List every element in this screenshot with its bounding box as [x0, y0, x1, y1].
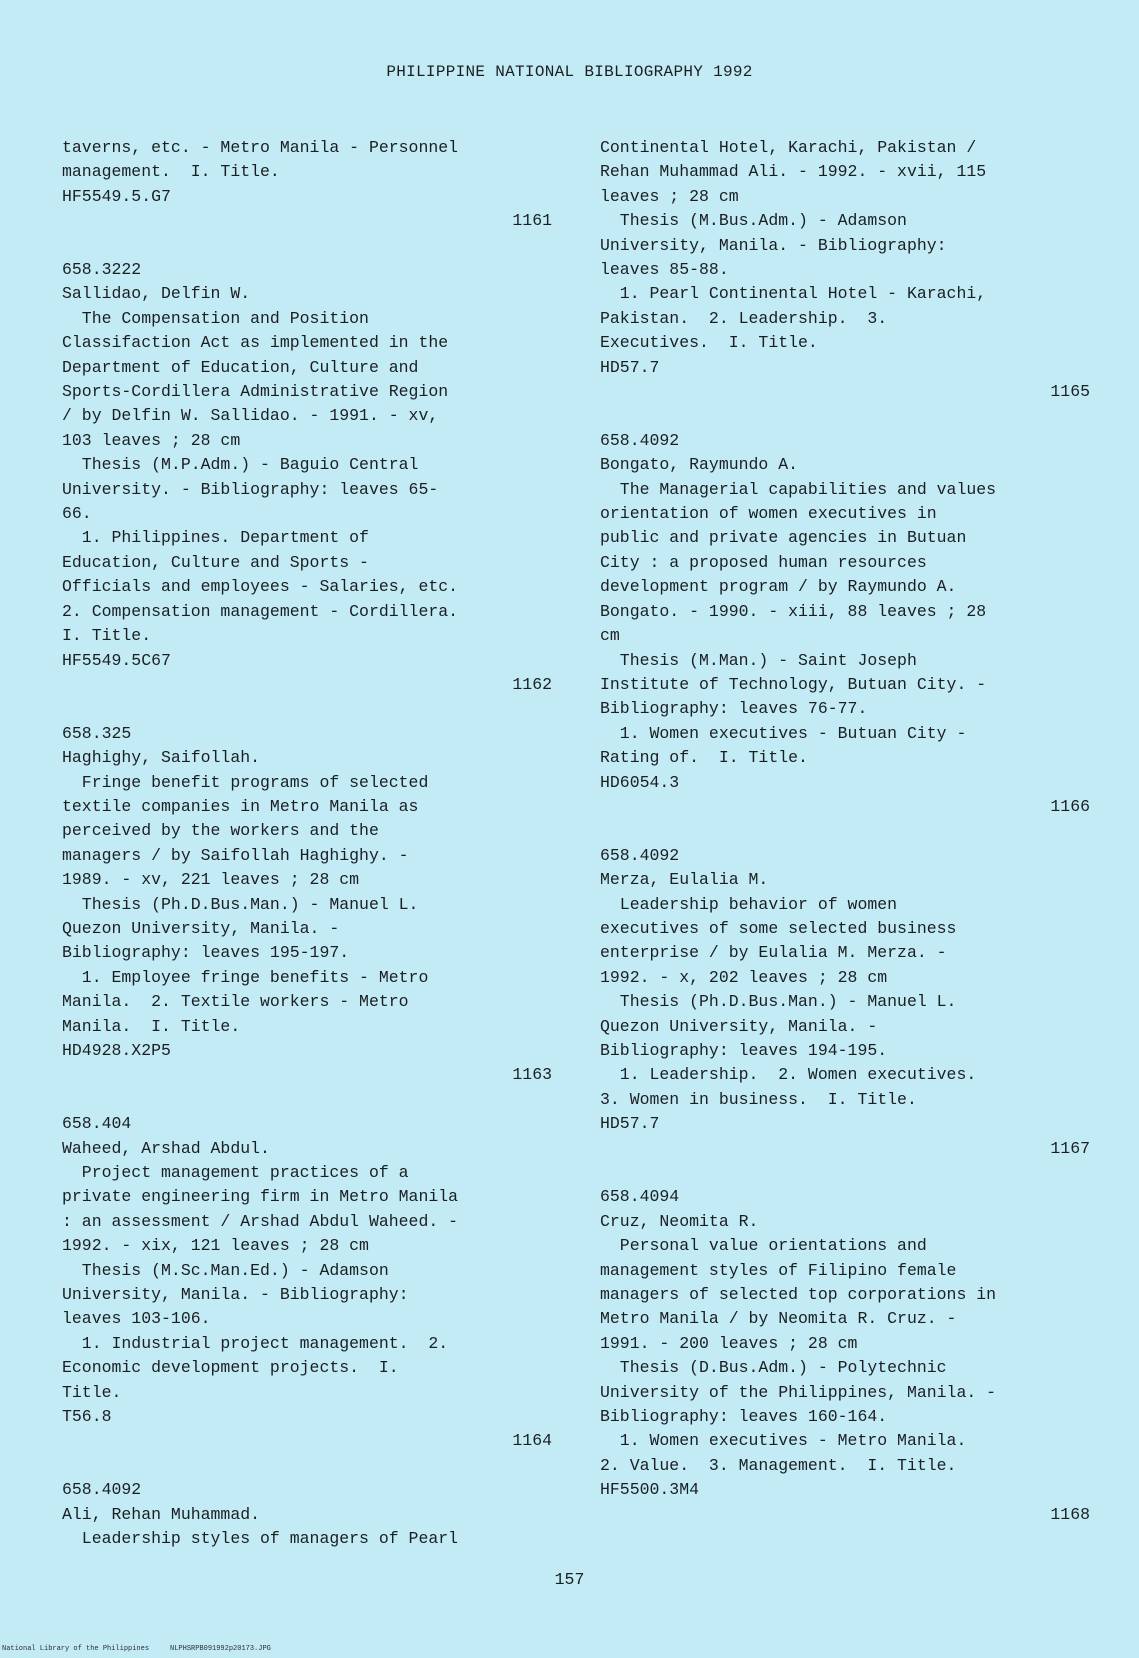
- entry-line: 2. Compensation management - Cordillera.: [62, 601, 459, 621]
- entry-line: leaves ; 28 cm: [600, 186, 739, 206]
- entry-line: Bibliography: leaves 76-77.: [600, 699, 868, 719]
- entry-line: Officials and employees - Salaries, etc.: [62, 577, 459, 597]
- entry-line: 658.404: [62, 1114, 132, 1134]
- entry-line: HD57.7: [600, 1114, 660, 1134]
- entry-line: 658.325: [62, 723, 132, 743]
- entry-line: 1991. - 200 leaves ; 28 cm: [600, 1333, 858, 1353]
- entry-line: enterprise / by Eulalia M. Merza. -: [600, 943, 947, 963]
- entry-line: 1992. - xix, 121 leaves ; 28 cm: [62, 1236, 369, 1256]
- entry-line: 658.4092: [600, 430, 680, 450]
- entry-line: Rehan Muhammad Ali. - 1992. - xvii, 115: [600, 162, 987, 182]
- entry-line: Thesis (D.Bus.Adm.) - Polytechnic: [600, 1358, 947, 1378]
- page-title: PHILIPPINE NATIONAL BIBLIOGRAPHY 1992: [386, 63, 753, 81]
- entry-line: Bongato, Raymundo A.: [600, 455, 799, 475]
- entry-line: Bibliography: leaves 195-197.: [62, 943, 350, 963]
- entry-line: Ali, Rehan Muhammad.: [62, 1504, 261, 1524]
- entry-line: public and private agencies in Butuan: [600, 528, 967, 548]
- entry-line: Metro Manila / by Neomita R. Cruz. -: [600, 1309, 957, 1329]
- right-column: [600, 136, 1090, 1552]
- entry-line: Classifaction Act as implemented in the: [62, 333, 449, 353]
- bibliography-entry: [62, 1112, 552, 1478]
- entry-line: Pakistan. 2. Leadership. 3.: [600, 308, 888, 328]
- entry-spacer: [600, 1161, 1090, 1185]
- entry-spacer: [62, 697, 552, 721]
- entry-spacer: [600, 404, 1090, 428]
- bibliography-entry: [600, 429, 1090, 844]
- entry-number: 1162: [512, 674, 552, 694]
- entry-line: The Compensation and Position: [62, 308, 369, 328]
- entry-line: 1. Women executives - Metro Manila.: [600, 1431, 967, 1451]
- entry-spacer: [600, 819, 1090, 843]
- entry-number: 1167: [1050, 1138, 1090, 1158]
- entry-line: managers / by Saifollah Haghighy. -: [62, 845, 409, 865]
- entry-line: Thesis (M.Sc.Man.Ed.) - Adamson: [62, 1260, 389, 1280]
- entry-number: 1165: [1050, 382, 1090, 402]
- entry-line: Department of Education, Culture and: [62, 357, 419, 377]
- entry-line: cm: [600, 626, 620, 646]
- entry-line: 103 leaves ; 28 cm: [62, 430, 241, 450]
- entry-line: : an assessment / Arshad Abdul Waheed. -: [62, 1211, 459, 1231]
- entry-line: Thesis (M.P.Adm.) - Baguio Central: [62, 455, 419, 475]
- entry-line: University. - Bibliography: leaves 65-: [62, 479, 439, 499]
- entry-line: HF5549.5.G7: [62, 186, 171, 206]
- entry-line: Quezon University, Manila. -: [600, 1016, 878, 1036]
- entry-line: Manila. 2. Textile workers - Metro: [62, 992, 409, 1012]
- entry-line: 1989. - xv, 221 leaves ; 28 cm: [62, 870, 360, 890]
- entry-line: leaves 103-106.: [62, 1309, 211, 1329]
- entry-line: 1992. - x, 202 leaves ; 28 cm: [600, 967, 888, 987]
- entry-line: Cruz, Neomita R.: [600, 1211, 759, 1231]
- entry-line: / by Delfin W. Sallidao. - 1991. - xv,: [62, 406, 439, 426]
- entry-line: 1. Industrial project management. 2.: [62, 1333, 449, 1353]
- entry-line: Bongato. - 1990. - xiii, 88 leaves ; 28: [600, 601, 987, 621]
- entry-line: HD4928.X2P5: [62, 1041, 171, 1060]
- bibliography-entry: [600, 136, 1090, 429]
- entry-spacer: [62, 1088, 552, 1112]
- entry-line: management styles of Filipino female: [600, 1260, 957, 1280]
- entry-line: leaves 85-88.: [600, 260, 729, 280]
- entry-line: 66.: [62, 504, 92, 524]
- bibliography-entry: [600, 844, 1090, 1186]
- entry-line: textile companies in Metro Manila as: [62, 796, 419, 816]
- entry-line: Institute of Technology, Butuan City. -: [600, 674, 987, 694]
- entry-line: Project management practices of a: [62, 1163, 409, 1183]
- entry-line: University, Manila. - Bibliography:: [62, 1285, 409, 1305]
- entry-line: 1. Pearl Continental Hotel - Karachi,: [600, 284, 987, 304]
- entry-number: 1166: [1050, 796, 1090, 816]
- entry-line: Economic development projects. I.: [62, 1358, 399, 1378]
- entry-line: 2. Value. 3. Management. I. Title.: [600, 1455, 957, 1475]
- entry-line: HD6054.3: [600, 772, 680, 792]
- entry-line: Waheed, Arshad Abdul.: [62, 1138, 270, 1158]
- entry-spacer: [600, 1527, 1090, 1551]
- entry-line: executives of some selected business: [600, 918, 957, 938]
- entry-line: Quezon University, Manila. -: [62, 918, 340, 938]
- entry-line: 658.4092: [62, 1480, 142, 1500]
- entry-line: Thesis (Ph.D.Bus.Man.) - Manuel L.: [600, 992, 957, 1012]
- entry-line: Thesis (M.Man.) - Saint Joseph: [600, 650, 917, 670]
- entry-line: University, Manila. - Bibliography:: [600, 235, 947, 255]
- entry-line: private engineering firm in Metro Manila: [62, 1187, 459, 1207]
- entry-spacer: [62, 234, 552, 258]
- entry-line: 3. Women in business. I. Title.: [600, 1089, 917, 1109]
- entry-number: 1164: [512, 1431, 552, 1451]
- entry-line: Executives. I. Title.: [600, 333, 818, 353]
- entry-line: Education, Culture and Sports -: [62, 552, 369, 572]
- bibliography-entry: [62, 136, 552, 258]
- entry-line: Sports-Cordillera Administrative Region: [62, 382, 449, 402]
- entry-line: Bibliography: leaves 160-164.: [600, 1407, 888, 1427]
- bibliography-entry: [62, 1478, 552, 1551]
- entry-number: 1161: [512, 211, 552, 231]
- entry-line: Haghighy, Saifollah.: [62, 748, 261, 768]
- entry-line: I. Title.: [62, 626, 152, 646]
- entry-line: Leadership behavior of women: [600, 894, 898, 914]
- entry-line: 658.4094: [600, 1187, 680, 1207]
- entry-line: Merza, Eulalia M.: [600, 870, 769, 890]
- entry-line: University of the Philippines, Manila. -: [600, 1382, 997, 1402]
- entry-line: Continental Hotel, Karachi, Pakistan /: [600, 138, 977, 157]
- entry-number: 1168: [1050, 1504, 1090, 1524]
- entry-line: management. I. Title.: [62, 162, 280, 182]
- scan-footer: National Library of the Philippines NLPHSRPB091992p20173.JPG: [2, 1645, 271, 1653]
- bibliography-entry: [600, 1185, 1090, 1551]
- entry-line: HF5549.5C67: [62, 650, 171, 670]
- entry-line: Personal value orientations and: [600, 1236, 927, 1256]
- entry-line: Sallidao, Delfin W.: [62, 284, 251, 304]
- entry-line: perceived by the workers and the: [62, 821, 379, 841]
- entry-line: Fringe benefit programs of selected: [62, 772, 429, 792]
- entry-line: Thesis (M.Bus.Adm.) - Adamson: [600, 211, 907, 231]
- entry-line: 1. Philippines. Department of: [62, 528, 369, 548]
- entry-line: Title.: [62, 1382, 122, 1402]
- entry-number: 1163: [512, 1065, 552, 1085]
- entry-line: Thesis (Ph.D.Bus.Man.) - Manuel L.: [62, 894, 419, 914]
- entry-line: The Managerial capabilities and values: [600, 479, 997, 499]
- entry-line: taverns, etc. - Metro Manila - Personnel: [62, 138, 459, 157]
- left-column: [62, 136, 552, 1552]
- entry-line: T56.8: [62, 1407, 112, 1427]
- entry-line: City : a proposed human resources: [600, 552, 927, 572]
- entry-line: HF5500.3M4: [600, 1480, 700, 1500]
- entry-line: Leadership styles of managers of Pearl: [62, 1529, 459, 1549]
- entry-line: Manila. I. Title.: [62, 1016, 241, 1036]
- entry-line: 658.4092: [600, 845, 680, 865]
- entry-spacer: [62, 1454, 552, 1478]
- entry-line: managers of selected top corporations in: [600, 1285, 997, 1305]
- entry-line: HD57.7: [600, 357, 660, 377]
- entry-line: 658.3222: [62, 260, 142, 280]
- entry-line: 1. Employee fringe benefits - Metro: [62, 967, 429, 987]
- entry-line: 1. Leadership. 2. Women executives.: [600, 1065, 977, 1085]
- entry-line: development program / by Raymundo A.: [600, 577, 957, 597]
- entry-line: 1. Women executives - Butuan City -: [600, 723, 967, 743]
- bibliography-entry: [62, 258, 552, 722]
- entry-line: orientation of women executives in: [600, 504, 937, 524]
- entry-line: Bibliography: leaves 194-195.: [600, 1041, 888, 1060]
- entry-line: Rating of. I. Title.: [600, 748, 808, 768]
- page-number: 157: [554, 1570, 585, 1589]
- bibliography-entry: [62, 722, 552, 1112]
